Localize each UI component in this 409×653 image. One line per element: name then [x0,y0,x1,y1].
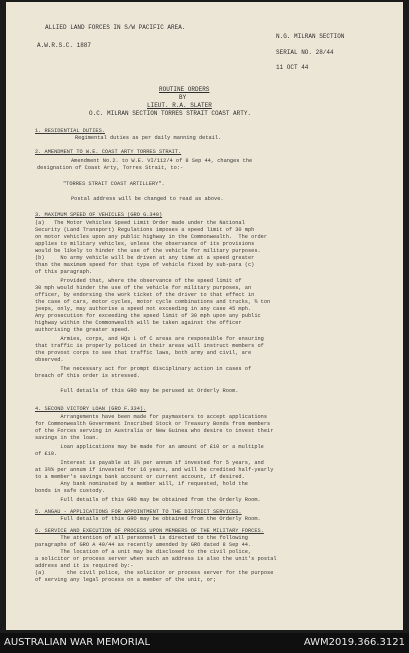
text-line: of this paragraph. [35,269,93,275]
section-heading: 4. SECOND VICTORY LOAN (GRO F.334). [35,406,147,412]
text-line: bonds in safe custody. [35,488,105,494]
section-heading: 1. RESIDENTIAL DUTIES. [35,128,105,134]
text-line: officer, by endorsing the work ticket of the driver to that effect in [35,292,255,298]
section-heading: 2. AMENDMENT TO W.E. COAST ARTY TORRES STRAIT. [35,149,182,155]
text-line: would be likely to hinder the use of the vehicle for military purposes. [35,248,261,254]
title-line: ROUTINE ORDERS [159,86,210,93]
title-line: BY [179,94,187,101]
text-line: on motor vehicles upon any public highway in the Commonwealth. The order [35,234,268,240]
header-section: N.G. MILRAN SECTION [276,33,345,40]
header-force: ALLIED LAND FORCES IN S/W PACIFIC AREA. [45,24,186,31]
text-line: at 3½% per annum if invested for 16 years, and will be credited half-yearly [35,467,274,473]
section-heading: 5. ANGAU - APPLICATIONS FOR APPOINTMENT TO THE DISTRICT SERVICES. [35,509,242,515]
section-heading: 6. SERVICE AND EXECUTION OF PROCESS UPON MEMBERS OF THE MILITARY FORCES. [35,528,264,534]
text-line: The location of a unit may be disclosed to the civil police, [35,549,252,555]
text-line: paragraphs of GRO A 40/44 as recently amended by GRO dated 8 Sep 44. [35,542,252,548]
footer-source: AUSTRALIAN WAR MEMORIAL [4,637,151,648]
text-line: that traffic is properly policed in their areas will instruct members of [35,343,264,349]
text-line: applies to military vehicles, unless the observance of its provisions [35,241,255,247]
text-line: than the maximum speed for that type of vehicle fixed by sub-para (c) [35,262,255,268]
text-line: "TORRES STRAIT COAST ARTILLERY". [63,181,165,187]
text-line: Armies, corps, and HQs L of C areas are responsible for ensuring [35,336,264,342]
title-line: LIEUT. R.A. SLATER [147,102,212,109]
header-date: 11 OCT 44 [276,64,309,71]
text-line: Provided that, where the observance of the speed limit of [35,278,242,284]
title-line: O.C. MILRAN SECTION TORRES STRAIT COAST ARTY. [89,110,252,117]
text-line: Loan applications may be made for an amount of £10 or a multiple [35,444,264,450]
text-line: authorising the greater speed. [35,327,131,333]
text-line: of £10. [35,451,58,457]
header-reference: A.W.R.S.C. 1887 [37,42,92,49]
text-line: of the Forces serving in Australia or New Guinea who desire to invest their [35,428,274,434]
text-line: The attention of all personnel is directed to the following [35,535,248,541]
text-line: highway within the Commonwealth will be taken against the officer [35,320,242,326]
text-line: Any prosecution for exceeding the speed limit of 30 mph upon any public [35,313,261,319]
text-line: the case of cars, motor cycles, motor cycle combinations and trucks, ¾ ton [35,299,271,305]
text-line: of serving any legal process on a member of the unit, or; [35,577,217,583]
text-line: savings in the loan. [35,435,99,441]
section-heading: 3. MAXIMUM SPEED OF VEHICLES (GRO G.340) [35,212,163,218]
text-line: Full details of this GRO may be obtained from the Orderly Room. [35,497,261,503]
text-line: Arrangements have been made for paymasters to accept applications [35,414,268,420]
document-page [6,2,403,630]
text-line: jeeps, only, may authorise a speed not exceeding in any case 45 mph. [35,306,252,312]
text-line: Security (Land Transport) Regulations imposes a speed limit of 30 mph [35,227,255,233]
text-line: observed. [35,357,64,363]
text-line: 30 mph would hinder the use of the vehicle for military purposes, an [35,285,252,291]
text-line: the provost corps to see that traffic laws, both army and civil, are [35,350,252,356]
text-line: Any bank nominated by a member will, if requested, hold the [35,481,248,487]
text-line: Full details of this GRO may be perused at Orderly Room. [35,388,239,394]
text-line: to a member's savings bank account or current account, if desired. [35,474,245,480]
text-line: Amendment No.2. to W.E. VI/112/4 of 8 Sep 44, changes the [71,158,253,164]
footer-id: AWM2019.366.3121 [303,637,405,648]
header-serial: SERIAL NO. 28/44 [276,49,334,56]
text-line: for Commonwealth Government Inscribed Stock or Treasury Bonds from members [35,421,271,427]
text-line: Interest is payable at 3¼ per annum if invested for 5 years, and [35,460,264,466]
text-line: designation of Coast Arty, Torres Strait, to:- [37,165,184,171]
text-line: a solicitor or process server when such an address is also the unit's postal [35,556,277,562]
text-line: Postal address will be changed to read as above. [71,196,224,202]
text-line: (a) the civil police, the solicitor or process server for the purpose [35,570,274,576]
text-line: Full details of this GRO may be obtained from the Orderly Room. [35,516,261,522]
archive-footer [0,633,409,653]
text-line: (b) No army vehicle will be driven at any time at a speed greater [35,255,255,261]
text-line: breach of this order is stressed. [35,373,140,379]
text-line: (a) The Motor Vehicles Speed Limit Order made under the National [35,220,245,226]
text-line: The necessary act for prompt disciplinary action in cases of [35,366,252,372]
text-line: Regimental duties as per daily manning detail. [75,135,222,141]
text-line: address and it is required by:- [35,563,134,569]
